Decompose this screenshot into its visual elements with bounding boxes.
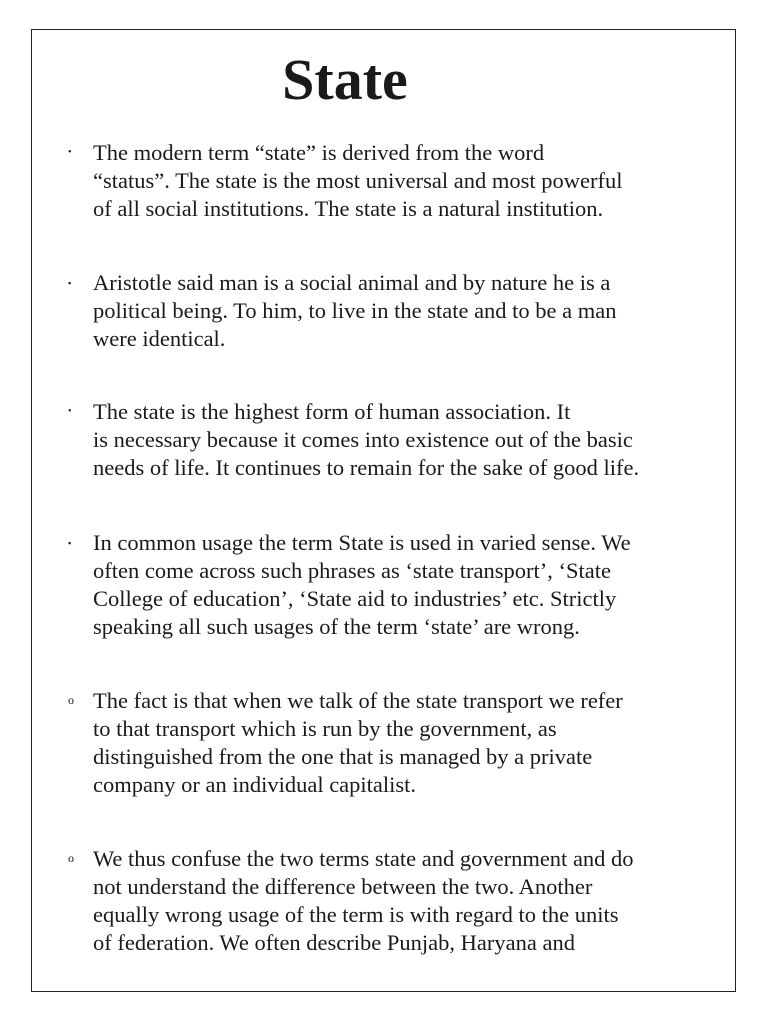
text-line: of federation. We often describe Punjab, Haryana and bbox=[93, 930, 575, 955]
text-line: not understand the difference between the two. Another bbox=[93, 874, 593, 899]
paragraph bbox=[93, 139, 733, 223]
bullet-marker: • bbox=[68, 147, 72, 158]
text-line: Aristotle said man is a social animal and by nature he is a bbox=[93, 270, 611, 295]
page-title: State bbox=[282, 47, 408, 112]
text-line: company or an individual capitalist. bbox=[93, 772, 417, 797]
text-line: often come across such phrases as ‘state transport’, ‘State bbox=[93, 558, 611, 583]
text-line: equally wrong usage of the term is with regard to the units bbox=[93, 902, 619, 927]
text-line: needs of life. It continues to remain for the sake of good life. bbox=[93, 455, 640, 480]
paragraph bbox=[93, 529, 733, 641]
text-line: of all social institutions. The state is a natural institution. bbox=[93, 196, 604, 221]
text-line: In common usage the term State is used in varied sense. We bbox=[93, 530, 631, 555]
text-line: political being. To him, to live in the state and to be a man bbox=[93, 298, 617, 323]
paragraph bbox=[93, 845, 733, 957]
paragraph bbox=[93, 269, 733, 353]
bullet-marker: ▪ bbox=[68, 538, 72, 548]
bullet-marker: o bbox=[68, 693, 74, 707]
paragraph bbox=[93, 398, 733, 482]
text-line: College of education’, ‘State aid to industries’ etc. Strictly bbox=[93, 586, 617, 611]
text-line: The modern term “state” is derived from the word bbox=[93, 140, 545, 165]
bullet-marker: • bbox=[68, 406, 72, 417]
text-line: We thus confuse the two terms state and government and do bbox=[93, 846, 634, 871]
bullet-marker: o bbox=[68, 851, 74, 865]
text-line: “status”. The state is the most universal and most powerful bbox=[93, 168, 623, 193]
text-line: The fact is that when we talk of the state transport we refer bbox=[93, 688, 623, 713]
bullet-marker: ▪ bbox=[68, 278, 72, 288]
text-line: distinguished from the one that is managed by a private bbox=[93, 744, 593, 769]
text-line: to that transport which is run by the government, as bbox=[93, 716, 557, 741]
text-line: were identical. bbox=[93, 326, 226, 351]
paragraph bbox=[93, 687, 733, 799]
text-line: The state is the highest form of human association. It bbox=[93, 399, 571, 424]
text-line: speaking all such usages of the term ‘state’ are wrong. bbox=[93, 614, 580, 639]
text-line: is necessary because it comes into existence out of the basic bbox=[93, 427, 633, 452]
